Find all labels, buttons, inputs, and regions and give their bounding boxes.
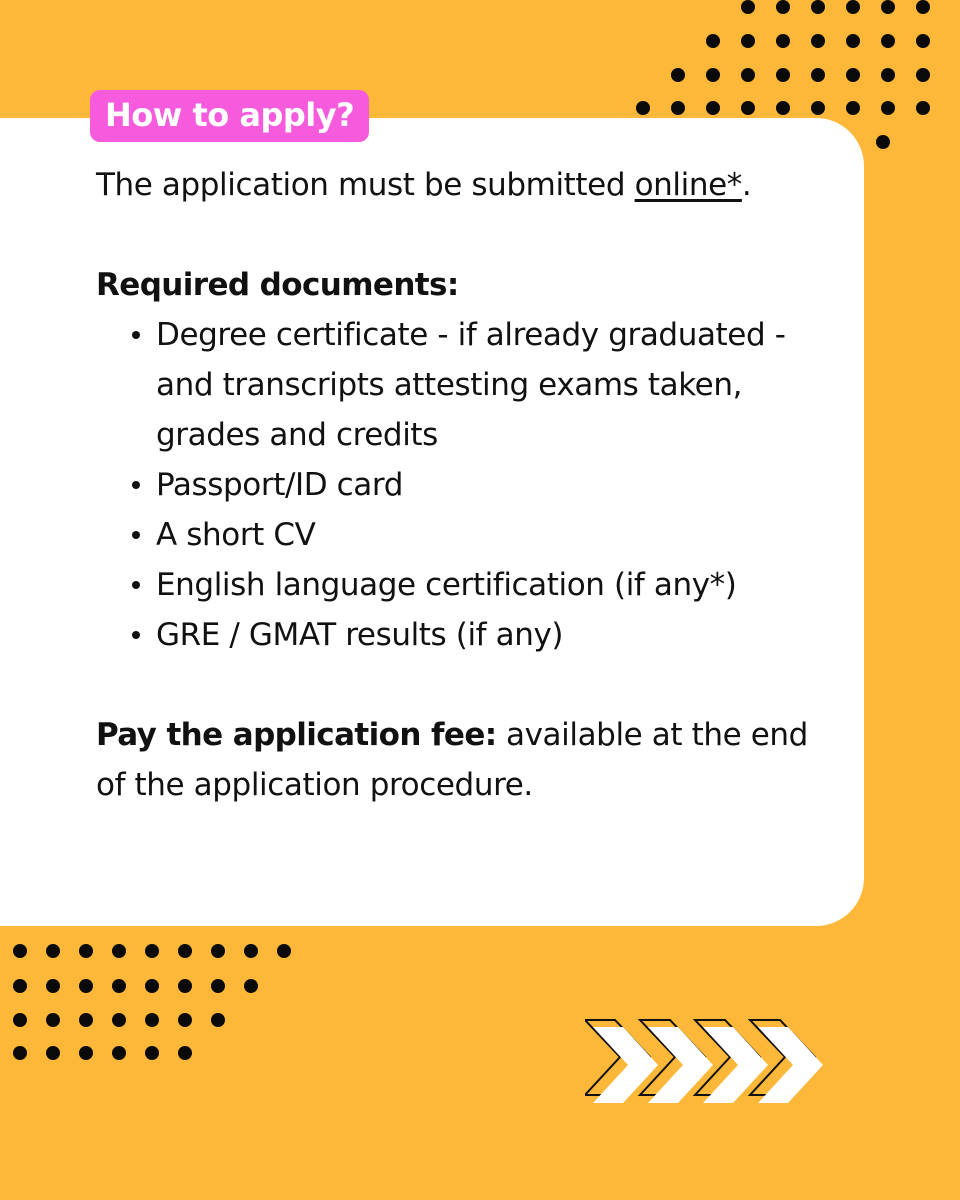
- decorative-dot: [211, 1013, 225, 1027]
- decorative-dot: [776, 34, 790, 48]
- decorative-dot: [811, 34, 825, 48]
- decorative-dot: [811, 101, 825, 115]
- decorative-dot: [636, 101, 650, 115]
- list-item: Passport/ID card: [96, 460, 816, 510]
- decorative-dot: [846, 68, 860, 82]
- decorative-dot: [846, 34, 860, 48]
- decorative-dot: [13, 979, 27, 993]
- decorative-dot: [916, 34, 930, 48]
- decorative-dot: [46, 944, 60, 958]
- decorative-dot: [881, 68, 895, 82]
- online-link[interactable]: online*: [634, 167, 742, 203]
- decorative-dot: [13, 944, 27, 958]
- intro-end: .: [741, 167, 752, 203]
- decorative-dot: [881, 34, 895, 48]
- decorative-dot: [916, 68, 930, 82]
- decorative-dot: [178, 1046, 192, 1060]
- decorative-dot: [741, 68, 755, 82]
- application-info: [96, 160, 826, 810]
- decorative-dot: [211, 979, 225, 993]
- required-documents-heading: Required documents:: [96, 267, 459, 303]
- decorative-dot: [145, 944, 159, 958]
- decorative-dot: [244, 944, 258, 958]
- decorative-dot: [811, 0, 825, 14]
- decorative-dot: [13, 1013, 27, 1027]
- fee-paragraph: [96, 710, 826, 810]
- fee-text: available at the end of the application procedure.: [96, 717, 808, 803]
- decorative-dot: [178, 1013, 192, 1027]
- decorative-dot: [876, 135, 890, 149]
- decorative-dot: [706, 68, 720, 82]
- decorative-dot: [145, 1046, 159, 1060]
- list-item: GRE / GMAT results (if any): [96, 610, 816, 660]
- decorative-dot: [112, 979, 126, 993]
- decorative-dot: [178, 944, 192, 958]
- decorative-dot: [671, 68, 685, 82]
- decorative-dot: [13, 1046, 27, 1060]
- decorative-dot: [916, 101, 930, 115]
- decorative-dot: [671, 101, 685, 115]
- list-item: English language certification (if any*): [96, 560, 816, 610]
- decorative-dot: [881, 0, 895, 14]
- decorative-dot: [741, 101, 755, 115]
- decorative-dot: [277, 944, 291, 958]
- decorative-dot: [881, 101, 895, 115]
- decorative-dot: [112, 1013, 126, 1027]
- decorative-dot: [741, 34, 755, 48]
- decorative-dot: [776, 68, 790, 82]
- decorative-dot: [916, 0, 930, 14]
- decorative-dot: [112, 944, 126, 958]
- decorative-dot: [145, 979, 159, 993]
- decorative-dot: [244, 979, 258, 993]
- fee-heading: Pay the application fee:: [96, 717, 497, 753]
- decorative-dot: [112, 1046, 126, 1060]
- decorative-dot: [741, 0, 755, 14]
- list-item: A short CV: [96, 510, 816, 560]
- decorative-dot: [79, 944, 93, 958]
- decorative-dot: [79, 979, 93, 993]
- decorative-dot: [46, 979, 60, 993]
- decorative-dot: [46, 1046, 60, 1060]
- required-documents-list: [96, 310, 826, 660]
- decorative-dot: [811, 68, 825, 82]
- decorative-dot: [79, 1013, 93, 1027]
- decorative-dot: [846, 0, 860, 14]
- decorative-dot: [46, 1013, 60, 1027]
- decorative-dot: [211, 944, 225, 958]
- decorative-dot: [79, 1046, 93, 1060]
- decorative-dot: [776, 0, 790, 14]
- section-badge: How to apply?: [90, 90, 369, 142]
- decorative-dot: [846, 101, 860, 115]
- chevron-arrows-icon: [585, 1015, 835, 1110]
- decorative-dot: [706, 101, 720, 115]
- decorative-dot: [145, 1013, 159, 1027]
- decorative-dot: [776, 101, 790, 115]
- decorative-dot: [706, 34, 720, 48]
- intro-text: The application must be submitted: [96, 167, 635, 203]
- intro-paragraph: [96, 160, 826, 210]
- list-item: Degree certificate - if already graduated - and transcripts attesting exams taken, grades and credits: [96, 310, 816, 460]
- decorative-dot: [178, 979, 192, 993]
